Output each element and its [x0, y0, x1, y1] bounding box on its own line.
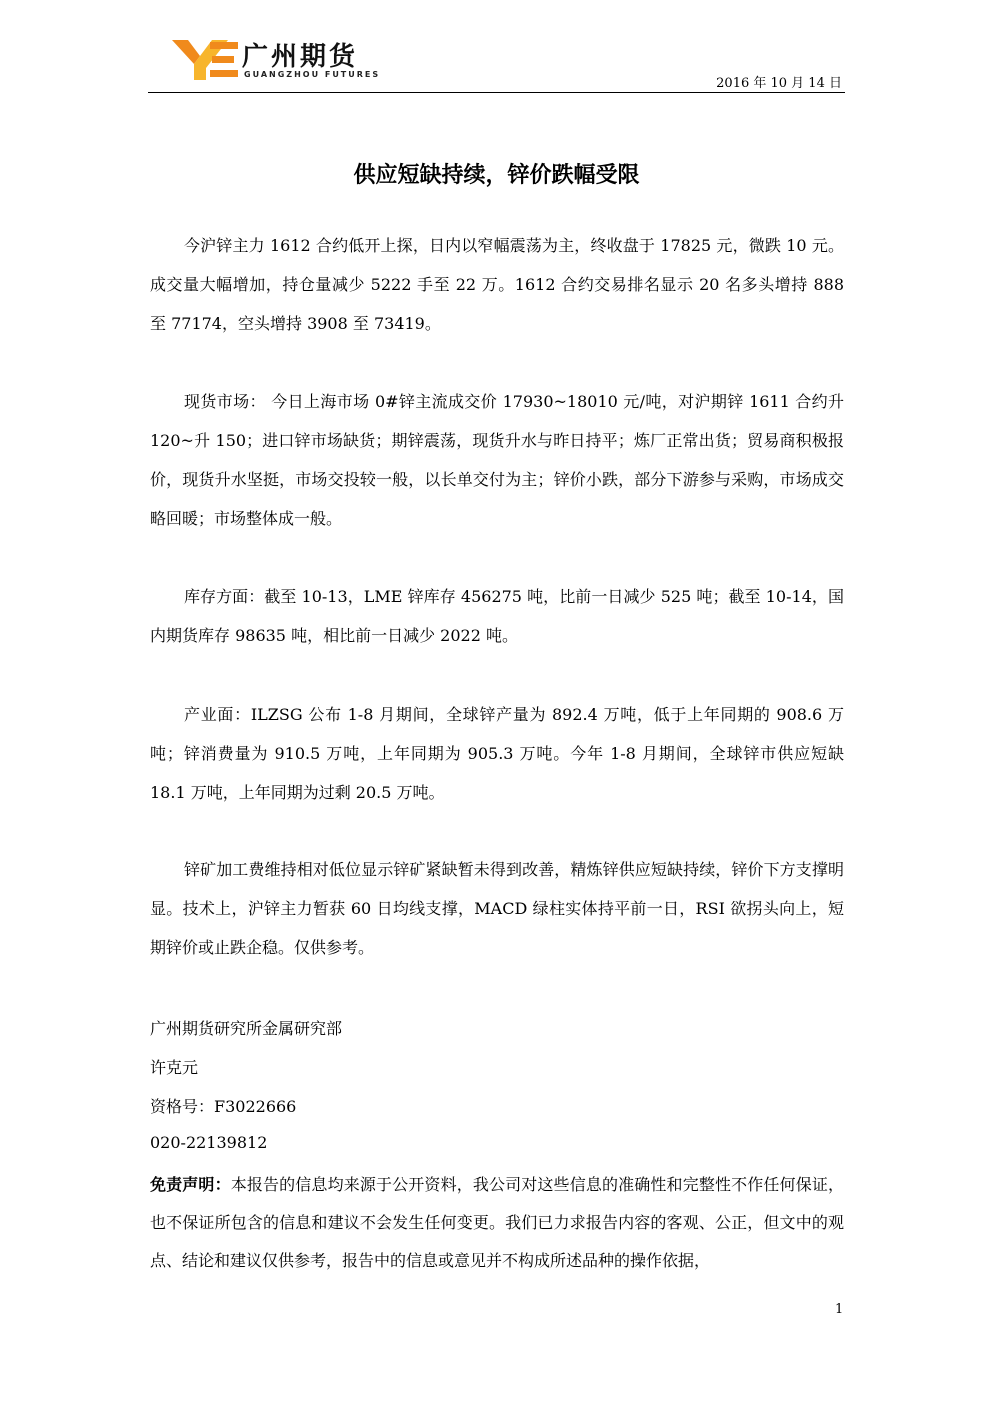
page-number: 1 [835, 1302, 844, 1317]
paragraph-industry: 产业面：ILZSG 公布 1-8 月期间，全球锌产量为 892.4 万吨，低于上年同期的 908.6 万吨；锌消费量为 910.5 万吨，上年同期为 905.3 万吨。今年 1-8 月期间，全球锌市供应短缺 18.1 万吨，上年同期为过剩 20.5 万吨。 [150, 705, 844, 802]
disclaimer [150, 1166, 844, 1280]
signature-name: 许克元 [150, 1058, 199, 1077]
paragraph-spot-market: 现货市场： 今日上海市场 0#锌主流成交价 17930~18010 元/吨，对沪期锌 1611 合约升 120~升 150；进口锌市场缺货；期锌震荡，现货升水与昨日持平；炼厂正常出货；贸易商积极报价，现货升水坚挺，市场交投较一般，以长单交付为主；锌价小跌，部分下游参与采购，市场成交略回暖；市场整体成一般。 [150, 392, 844, 528]
disclaimer-label: 免责声明： [150, 1175, 231, 1194]
logo-chinese-name: 广州期货 [242, 42, 359, 72]
disclaimer-text: 本报告的信息均来源于公开资料，我公司对这些信息的准确性和完整性不作任何保证，也不保证所包含的信息和建议不会发生任何变更。我们已力求报告内容的客观、公正，但文中的观点、结论和建议仅供参考，报告中的信息或意见并不构成所述品种的操作依据， [150, 1175, 844, 1270]
paragraph-outlook: 锌矿加工费维持相对低位显示锌矿紧缺暂未得到改善，精炼锌供应短缺持续，锌价下方支撑明显。技术上，沪锌主力暂获 60 日均线支撑，MACD 绿柱实体持平前一日，RSI 欲拐头向上，短期锌价或止跌企稳。仅供参考。 [150, 860, 844, 957]
signature-department: 广州期货研究所金属研究部 [150, 1019, 343, 1038]
signature-phone: 020-22139812 [150, 1133, 268, 1152]
header-divider [148, 92, 845, 93]
logo-mark-icon [172, 38, 240, 82]
paragraph-inventory: 库存方面：截至 10-13，LME 锌库存 456275 吨，比前一日减少 525 吨；截至 10-14，国内期货库存 98635 吨，相比前一日减少 2022 吨。 [150, 587, 844, 645]
report-date: 2016 年 10 月 14 日 [716, 76, 842, 91]
logo-english-name: GUANGZHOU FUTURES [244, 70, 381, 79]
paragraph-market-summary: 今沪锌主力 1612 合约低开上探，日内以窄幅震荡为主，终收盘于 17825 元，微跌 10 元。成交量大幅增加，持仓量减少 5222 手至 22 万。1612 合约交易排名显示 20 名多头增持 888 至 77174，空头增持 3908 至 73419。 [150, 236, 844, 333]
signature-qualification: 资格号：F3022666 [150, 1097, 297, 1116]
report-title: 供应短缺持续，锌价跌幅受限 [353, 163, 640, 188]
company-logo [172, 38, 381, 84]
